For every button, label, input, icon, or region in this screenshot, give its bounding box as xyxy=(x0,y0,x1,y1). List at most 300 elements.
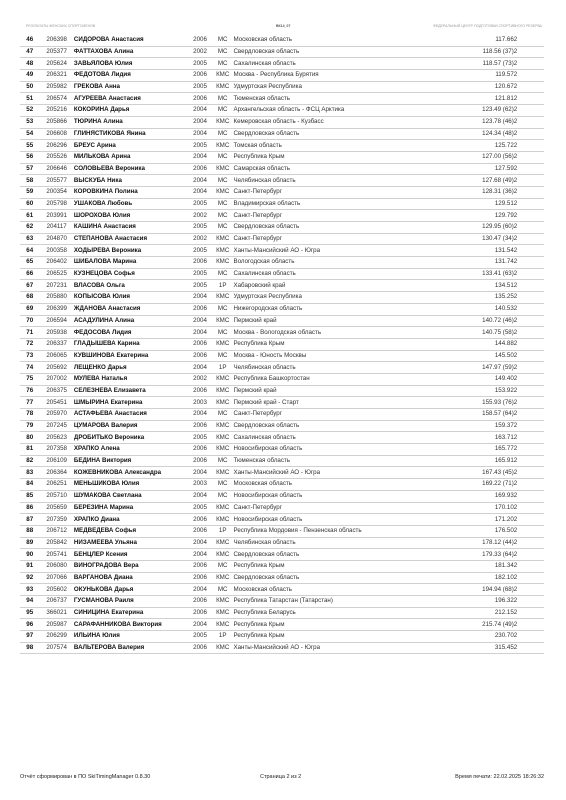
region-cell: Нижегородская область xyxy=(233,303,444,315)
group-cell: 2 xyxy=(514,467,544,479)
table-row xyxy=(20,46,544,58)
points-cell: 158.57 (64) xyxy=(445,409,514,421)
athlete-name-cell: БРЕУС Арина xyxy=(74,140,188,152)
place-cell: 79 xyxy=(20,420,39,432)
group-cell: 2 xyxy=(514,70,544,82)
bib-cell: 206321 xyxy=(39,70,74,82)
table-row xyxy=(20,186,544,198)
region-cell: Республика Крым xyxy=(233,560,444,572)
region-cell: Санкт-Петербург xyxy=(233,233,444,245)
table-row xyxy=(20,222,544,234)
points-cell: 215.74 (49) xyxy=(445,619,514,631)
bib-cell: 206109 xyxy=(39,455,74,467)
region-cell: Сахалинская область xyxy=(233,432,444,444)
sport-rank-cell: КМС xyxy=(212,245,234,257)
sport-rank-cell: МС xyxy=(212,350,234,362)
bib-cell: 205624 xyxy=(39,58,74,70)
athlete-name-cell: КУЗНЕЦОВА Софья xyxy=(74,268,188,280)
table-row xyxy=(20,490,544,502)
bib-cell: 205938 xyxy=(39,327,74,339)
place-cell: 90 xyxy=(20,549,39,561)
birth-year-cell: 2006 xyxy=(188,642,212,654)
athlete-name-cell: ШУМАКОВА Светлана xyxy=(74,490,188,502)
region-cell: Республика Крым xyxy=(233,631,444,643)
sport-rank-cell: КМС xyxy=(212,186,234,198)
region-cell: Свердловская область xyxy=(233,420,444,432)
table-row xyxy=(20,397,544,409)
points-cell: 153.92 xyxy=(445,385,514,397)
header-left-text: РЕЗУЛЬТАТЫ ЖЕНСКИХ СПОРТСМЕНОВ xyxy=(26,24,96,28)
birth-year-cell: 2004 xyxy=(188,549,212,561)
birth-year-cell: 2004 xyxy=(188,490,212,502)
sport-rank-cell: КМС xyxy=(212,233,234,245)
region-cell: Республика Крым xyxy=(233,619,444,631)
birth-year-cell: 2005 xyxy=(188,502,212,514)
table-row xyxy=(20,327,544,339)
table-row xyxy=(20,502,544,514)
athlete-name-cell: ФАТТАХОВА Алина xyxy=(74,46,188,58)
athlete-name-cell: УШАКОВА Любовь xyxy=(74,198,188,210)
athlete-name-cell: ДРОБИТЬКО Вероника xyxy=(74,432,188,444)
region-cell: Тюменская область xyxy=(233,455,444,467)
place-cell: 85 xyxy=(20,490,39,502)
points-cell: 315.45 xyxy=(445,642,514,654)
table-row xyxy=(20,198,544,210)
points-cell: 118.56 (37) xyxy=(445,46,514,58)
sport-rank-cell: МС xyxy=(212,175,234,187)
table-row xyxy=(20,619,544,631)
bib-cell: 205798 xyxy=(39,198,74,210)
birth-year-cell: 2006 xyxy=(188,455,212,467)
birth-year-cell: 2004 xyxy=(188,116,212,128)
region-cell: Тюменская область xyxy=(233,93,444,105)
points-cell: 117.66 xyxy=(445,35,514,46)
region-cell: Республика Башкортостан xyxy=(233,373,444,385)
bib-cell: 205866 xyxy=(39,116,74,128)
group-cell: 2 xyxy=(514,292,544,304)
place-cell: 71 xyxy=(20,327,39,339)
sport-rank-cell: КМС xyxy=(212,373,234,385)
place-cell: 46 xyxy=(20,35,39,46)
header-center-text: ВК14_07 xyxy=(276,24,291,28)
birth-year-cell: 2005 xyxy=(188,245,212,257)
group-cell: 2 xyxy=(514,280,544,292)
place-cell: 67 xyxy=(20,280,39,292)
birth-year-cell: 2006 xyxy=(188,596,212,608)
place-cell: 73 xyxy=(20,350,39,362)
place-cell: 59 xyxy=(20,186,39,198)
table-row xyxy=(20,163,544,175)
athlete-name-cell: ШОРОХОВА Юлия xyxy=(74,210,188,222)
bib-cell: 205987 xyxy=(39,619,74,631)
place-cell: 78 xyxy=(20,409,39,421)
points-cell: 123.49 (62) xyxy=(445,105,514,117)
group-cell: 2 xyxy=(514,642,544,654)
birth-year-cell: 2005 xyxy=(188,432,212,444)
table-row xyxy=(20,455,544,467)
group-cell: 2 xyxy=(514,409,544,421)
bib-cell: 200358 xyxy=(39,245,74,257)
group-cell: 2 xyxy=(514,596,544,608)
bib-cell: 205880 xyxy=(39,292,74,304)
place-cell: 88 xyxy=(20,525,39,537)
table-row xyxy=(20,245,544,257)
table-row xyxy=(20,268,544,280)
bib-cell: 206737 xyxy=(39,596,74,608)
group-cell: 2 xyxy=(514,444,544,456)
place-cell: 54 xyxy=(20,128,39,140)
bib-cell: 205216 xyxy=(39,105,74,117)
sport-rank-cell: МС xyxy=(212,198,234,210)
group-cell: 2 xyxy=(514,607,544,619)
group-cell: 2 xyxy=(514,362,544,374)
athlete-name-cell: МЕНЬШИКОВА Юлия xyxy=(74,479,188,491)
athlete-name-cell: ИЛЬИНА Юлия xyxy=(74,631,188,643)
table-row xyxy=(20,116,544,128)
sport-rank-cell: МС xyxy=(212,58,234,70)
points-cell: 159.37 xyxy=(445,420,514,432)
place-cell: 93 xyxy=(20,584,39,596)
header-right-text: ФЕДЕРАЛЬНЫЙ ЦЕНТР ПОДГОТОВКИ СПОРТИВНОГО РЕЗЕРВА xyxy=(433,24,542,28)
group-cell: 2 xyxy=(514,560,544,572)
points-cell: 176.50 xyxy=(445,525,514,537)
table-row xyxy=(20,467,544,479)
place-cell: 97 xyxy=(20,631,39,643)
birth-year-cell: 2004 xyxy=(188,619,212,631)
footer-software-text: Отчёт сформирован в ПО SkiTimingManager 0.8.30 xyxy=(20,774,151,780)
sport-rank-cell: МС xyxy=(212,128,234,140)
birth-year-cell: 2004 xyxy=(188,105,212,117)
bib-cell: 207245 xyxy=(39,420,74,432)
region-cell: Москва - Республика Бурятия xyxy=(233,70,444,82)
bib-cell: 207231 xyxy=(39,280,74,292)
birth-year-cell: 2004 xyxy=(188,537,212,549)
birth-year-cell: 2004 xyxy=(188,175,212,187)
points-cell: 149.40 xyxy=(445,373,514,385)
region-cell: Сахалинская область xyxy=(233,58,444,70)
birth-year-cell: 2006 xyxy=(188,350,212,362)
athlete-name-cell: ВЫСКУБА Ника xyxy=(74,175,188,187)
place-cell: 77 xyxy=(20,397,39,409)
place-cell: 60 xyxy=(20,198,39,210)
table-row xyxy=(20,128,544,140)
place-cell: 69 xyxy=(20,303,39,315)
bib-cell: 206296 xyxy=(39,140,74,152)
page-header xyxy=(20,22,546,32)
group-cell: 2 xyxy=(514,140,544,152)
birth-year-cell: 2005 xyxy=(188,631,212,643)
athlete-name-cell: СТЕПАНОВА Анастасия xyxy=(74,233,188,245)
table-row xyxy=(20,572,544,584)
athlete-name-cell: АСТАФЬЕВА Анастасия xyxy=(74,409,188,421)
bib-cell: 207358 xyxy=(39,444,74,456)
table-row xyxy=(20,70,544,82)
bib-cell: 206594 xyxy=(39,315,74,327)
birth-year-cell: 2004 xyxy=(188,467,212,479)
table-row xyxy=(20,338,544,350)
table-row xyxy=(20,584,544,596)
athlete-name-cell: КОЖЕВНИКОВА Александра xyxy=(74,467,188,479)
points-cell: 155.93 (76) xyxy=(445,397,514,409)
bib-cell: 207002 xyxy=(39,373,74,385)
points-cell: 130.47 (34) xyxy=(445,233,514,245)
results-table xyxy=(20,35,544,654)
place-cell: 64 xyxy=(20,245,39,257)
place-cell: 62 xyxy=(20,222,39,234)
table-row xyxy=(20,409,544,421)
points-cell: 134.51 xyxy=(445,280,514,292)
table-row xyxy=(20,140,544,152)
region-cell: Новосибирская область xyxy=(233,444,444,456)
group-cell: 2 xyxy=(514,631,544,643)
footer-print-time: Время печати: 22.02.2025 18:26:32 xyxy=(455,774,544,780)
region-cell: Томская область xyxy=(233,140,444,152)
sport-rank-cell: КМС xyxy=(212,432,234,444)
group-cell: 2 xyxy=(514,257,544,269)
table-row xyxy=(20,303,544,315)
birth-year-cell: 2005 xyxy=(188,222,212,234)
group-cell: 2 xyxy=(514,58,544,70)
region-cell: Архангельская область - ФСЦ Арктика xyxy=(233,105,444,117)
points-cell: 194.94 (68) xyxy=(445,584,514,596)
region-cell: Новосибирская область xyxy=(233,490,444,502)
birth-year-cell: 2006 xyxy=(188,257,212,269)
sport-rank-cell: МС xyxy=(212,327,234,339)
place-cell: 84 xyxy=(20,479,39,491)
bib-cell: 205692 xyxy=(39,362,74,374)
place-cell: 68 xyxy=(20,292,39,304)
region-cell: Москва - Вологодская область xyxy=(233,327,444,339)
place-cell: 82 xyxy=(20,455,39,467)
bib-cell: 205623 xyxy=(39,432,74,444)
birth-year-cell: 2006 xyxy=(188,303,212,315)
sport-rank-cell: КМС xyxy=(212,444,234,456)
table-row xyxy=(20,350,544,362)
table-row xyxy=(20,233,544,245)
points-cell: 127.59 xyxy=(445,163,514,175)
points-cell: 163.71 xyxy=(445,432,514,444)
athlete-name-cell: СОЛОВЬЕВА Вероника xyxy=(74,163,188,175)
birth-year-cell: 2004 xyxy=(188,128,212,140)
place-cell: 94 xyxy=(20,596,39,608)
bib-cell: 207066 xyxy=(39,572,74,584)
place-cell: 80 xyxy=(20,432,39,444)
group-cell: 2 xyxy=(514,420,544,432)
region-cell: Республика Крым xyxy=(233,151,444,163)
bib-cell: 206337 xyxy=(39,338,74,350)
sport-rank-cell: 1Р xyxy=(212,631,234,643)
sport-rank-cell: МС xyxy=(212,210,234,222)
region-cell: Свердловская область xyxy=(233,572,444,584)
sport-rank-cell: КМС xyxy=(212,315,234,327)
bib-cell: 206646 xyxy=(39,163,74,175)
region-cell: Свердловская область xyxy=(233,222,444,234)
athlete-name-cell: ЦУМАРОВА Валерия xyxy=(74,420,188,432)
bib-cell: 206398 xyxy=(39,35,74,46)
group-cell: 2 xyxy=(514,502,544,514)
athlete-name-cell: КОКОРИНА Дарья xyxy=(74,105,188,117)
athlete-name-cell: ВАЛЬТЕРОВА Валерия xyxy=(74,642,188,654)
birth-year-cell: 2004 xyxy=(188,362,212,374)
place-cell: 66 xyxy=(20,268,39,280)
group-cell: 2 xyxy=(514,46,544,58)
region-cell: Свердловская область xyxy=(233,549,444,561)
place-cell: 75 xyxy=(20,373,39,385)
bib-cell: 205377 xyxy=(39,46,74,58)
region-cell: Ханты-Мансийский АО - Югра xyxy=(233,245,444,257)
table-row xyxy=(20,479,544,491)
table-row xyxy=(20,210,544,222)
group-cell: 2 xyxy=(514,514,544,526)
points-cell: 120.67 xyxy=(445,81,514,93)
footer-page-number: Страница 2 из 2 xyxy=(260,774,302,780)
table-row xyxy=(20,631,544,643)
athlete-name-cell: НИЗАМЕЕВА Ульяна xyxy=(74,537,188,549)
birth-year-cell: 2005 xyxy=(188,140,212,152)
table-row xyxy=(20,385,544,397)
athlete-name-cell: ГЛАДЫШЕВА Карина xyxy=(74,338,188,350)
birth-year-cell: 2002 xyxy=(188,233,212,245)
region-cell: Республика Крым xyxy=(233,338,444,350)
place-cell: 47 xyxy=(20,46,39,58)
points-cell: 179.33 (64) xyxy=(445,549,514,561)
sport-rank-cell: КМС xyxy=(212,70,234,82)
sport-rank-cell: КМС xyxy=(212,292,234,304)
bib-cell: 205982 xyxy=(39,81,74,93)
points-cell: 171.20 xyxy=(445,514,514,526)
points-cell: 145.50 xyxy=(445,350,514,362)
bib-cell: 200354 xyxy=(39,186,74,198)
table-row xyxy=(20,444,544,456)
points-cell: 133.41 (63) xyxy=(445,268,514,280)
table-row xyxy=(20,93,544,105)
bib-cell: 205659 xyxy=(39,502,74,514)
table-row xyxy=(20,560,544,572)
birth-year-cell: 2004 xyxy=(188,315,212,327)
results-table-body xyxy=(20,35,544,654)
athlete-name-cell: ВЛАСОВА Ольга xyxy=(74,280,188,292)
athlete-name-cell: ОКУНЬКОВА Дарья xyxy=(74,584,188,596)
sport-rank-cell: КМС xyxy=(212,116,234,128)
table-row xyxy=(20,81,544,93)
birth-year-cell: 2004 xyxy=(188,584,212,596)
group-cell: 2 xyxy=(514,315,544,327)
points-cell: 212.15 xyxy=(445,607,514,619)
sport-rank-cell: МС xyxy=(212,490,234,502)
sport-rank-cell: КМС xyxy=(212,257,234,269)
group-cell: 2 xyxy=(514,163,544,175)
bib-cell: 207359 xyxy=(39,514,74,526)
group-cell: 2 xyxy=(514,93,544,105)
athlete-name-cell: АСАДУЛИНА Алина xyxy=(74,315,188,327)
points-cell: 128.31 (36) xyxy=(445,186,514,198)
birth-year-cell: 2002 xyxy=(188,373,212,385)
athlete-name-cell: КОРОВКИНА Полина xyxy=(74,186,188,198)
region-cell: Республика Мордовия - Пензенская область xyxy=(233,525,444,537)
sport-rank-cell: КМС xyxy=(212,81,234,93)
athlete-name-cell: СЕЛЕЗНЕВА Елизавета xyxy=(74,385,188,397)
group-cell: 2 xyxy=(514,105,544,117)
table-row xyxy=(20,292,544,304)
place-cell: 56 xyxy=(20,151,39,163)
region-cell: Челябинская область xyxy=(233,362,444,374)
points-cell: 165.91 xyxy=(445,455,514,467)
points-cell: 129.79 xyxy=(445,210,514,222)
group-cell: 2 xyxy=(514,81,544,93)
athlete-name-cell: СИДОРОВА Анастасия xyxy=(74,35,188,46)
bib-cell: 205526 xyxy=(39,151,74,163)
sport-rank-cell: КМС xyxy=(212,163,234,175)
bib-cell: 205577 xyxy=(39,175,74,187)
sport-rank-cell: КМС xyxy=(212,642,234,654)
region-cell: Москва - Юность Москвы xyxy=(233,350,444,362)
birth-year-cell: 2006 xyxy=(188,338,212,350)
bib-cell: 207574 xyxy=(39,642,74,654)
sport-rank-cell: МС xyxy=(212,303,234,315)
region-cell: Санкт-Петербург xyxy=(233,186,444,198)
place-cell: 61 xyxy=(20,210,39,222)
group-cell: 2 xyxy=(514,303,544,315)
bib-cell: 206399 xyxy=(39,303,74,315)
place-cell: 51 xyxy=(20,93,39,105)
bib-cell: 206080 xyxy=(39,560,74,572)
bib-cell: 206712 xyxy=(39,525,74,537)
group-cell: 2 xyxy=(514,525,544,537)
points-cell: 119.57 xyxy=(445,70,514,82)
place-cell: 49 xyxy=(20,70,39,82)
sport-rank-cell: 1Р xyxy=(212,280,234,292)
sport-rank-cell: 1Р xyxy=(212,362,234,374)
points-cell: 170.10 xyxy=(445,502,514,514)
table-row xyxy=(20,175,544,187)
athlete-name-cell: КОПЫСОВА Юлия xyxy=(74,292,188,304)
place-cell: 92 xyxy=(20,572,39,584)
place-cell: 91 xyxy=(20,560,39,572)
group-cell: 2 xyxy=(514,116,544,128)
table-row xyxy=(20,362,544,374)
athlete-name-cell: ВИНОГРАДОВА Вера xyxy=(74,560,188,572)
points-cell: 196.32 xyxy=(445,596,514,608)
region-cell: Удмуртская Республика xyxy=(233,292,444,304)
table-row xyxy=(20,525,544,537)
points-cell: 131.54 xyxy=(445,245,514,257)
birth-year-cell: 2006 xyxy=(188,163,212,175)
place-cell: 72 xyxy=(20,338,39,350)
table-row xyxy=(20,315,544,327)
table-row xyxy=(20,373,544,385)
athlete-name-cell: БЕНЦЛЕР Ксения xyxy=(74,549,188,561)
region-cell: Хабаровский край xyxy=(233,280,444,292)
bib-cell: 206364 xyxy=(39,467,74,479)
group-cell: 2 xyxy=(514,175,544,187)
athlete-name-cell: МИЛЬКОВА Арина xyxy=(74,151,188,163)
bib-cell: 204870 xyxy=(39,233,74,245)
region-cell: Республика Татарстан (Татарстан) xyxy=(233,596,444,608)
points-cell: 118.57 (73) xyxy=(445,58,514,70)
region-cell: Московская область xyxy=(233,479,444,491)
athlete-name-cell: ГРЕКОВА Анна xyxy=(74,81,188,93)
group-cell: 2 xyxy=(514,397,544,409)
place-cell: 57 xyxy=(20,163,39,175)
athlete-name-cell: ФЕДОСОВА Лидия xyxy=(74,327,188,339)
group-cell: 2 xyxy=(514,479,544,491)
place-cell: 83 xyxy=(20,467,39,479)
birth-year-cell: 2004 xyxy=(188,409,212,421)
sport-rank-cell: МС xyxy=(212,46,234,58)
bib-cell: 206065 xyxy=(39,350,74,362)
sport-rank-cell: КМС xyxy=(212,140,234,152)
place-cell: 52 xyxy=(20,105,39,117)
